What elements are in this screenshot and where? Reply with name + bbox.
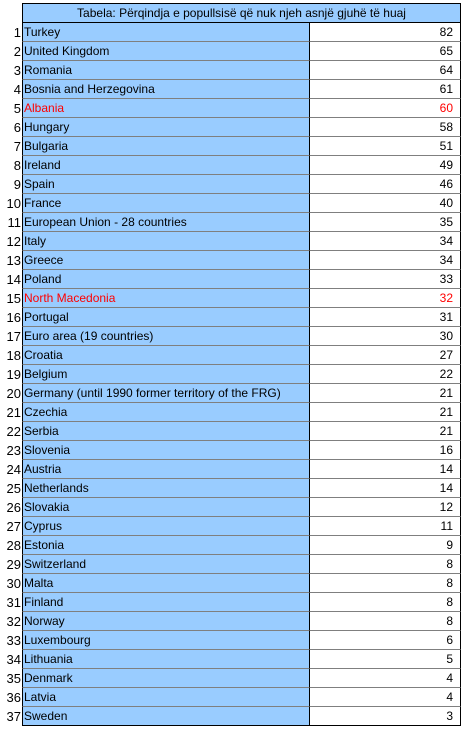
- row-number[interactable]: 18: [6, 348, 21, 363]
- value-cell[interactable]: 14: [310, 460, 461, 479]
- row-number[interactable]: 3: [13, 63, 21, 78]
- table-row: [0, 498, 465, 517]
- row-number[interactable]: 22: [6, 424, 21, 439]
- country-cell[interactable]: Bulgaria: [22, 137, 310, 156]
- table-row: [0, 194, 465, 213]
- table-row: [0, 612, 465, 631]
- table-row: [0, 460, 465, 479]
- table-row: [0, 42, 465, 61]
- country-cell[interactable]: European Union - 28 countries: [22, 213, 310, 232]
- table-row: [0, 593, 465, 612]
- table-row: [0, 232, 465, 251]
- row-number[interactable]: 17: [6, 329, 21, 344]
- table-row: [0, 137, 465, 156]
- row-number[interactable]: 12: [6, 234, 21, 249]
- row-number[interactable]: 30: [6, 576, 21, 591]
- value-cell[interactable]: 34: [310, 251, 461, 270]
- country-cell[interactable]: Portugal: [22, 308, 310, 327]
- value-cell[interactable]: 46: [310, 175, 461, 194]
- row-number[interactable]: 24: [6, 462, 21, 477]
- country-cell[interactable]: Belgium: [22, 365, 310, 384]
- table-row: [0, 175, 465, 194]
- value-cell[interactable]: 4: [310, 669, 461, 688]
- table-row: [0, 574, 465, 593]
- country-cell[interactable]: Luxembourg: [22, 631, 310, 650]
- country-cell[interactable]: Germany (until 1990 former territory of the FRG): [22, 384, 310, 403]
- table-row: [0, 384, 465, 403]
- value-cell[interactable]: 11: [310, 517, 461, 536]
- country-cell[interactable]: Serbia: [22, 422, 310, 441]
- table-row: [0, 327, 465, 346]
- country-cell[interactable]: Finland: [22, 593, 310, 612]
- row-number[interactable]: 16: [6, 310, 21, 325]
- row-number[interactable]: 37: [6, 709, 21, 724]
- value-cell[interactable]: 8: [310, 555, 461, 574]
- country-cell[interactable]: Euro area (19 countries): [22, 327, 310, 346]
- row-number[interactable]: 4: [13, 82, 21, 97]
- row-number[interactable]: 32: [6, 614, 21, 629]
- table-row: [0, 251, 465, 270]
- row-number[interactable]: 21: [6, 405, 21, 420]
- country-cell[interactable]: Bosnia and Herzegovina: [22, 80, 310, 99]
- value-cell[interactable]: 60: [310, 99, 461, 118]
- table-row: [0, 346, 465, 365]
- value-cell[interactable]: 16: [310, 441, 461, 460]
- table-row: [0, 23, 465, 42]
- value-cell[interactable]: 27: [310, 346, 461, 365]
- row-number[interactable]: 7: [13, 139, 21, 154]
- table-row: [0, 688, 465, 707]
- row-number[interactable]: 19: [6, 367, 21, 382]
- country-cell[interactable]: Croatia: [22, 346, 310, 365]
- row-number[interactable]: 27: [6, 519, 21, 534]
- table-row: [0, 365, 465, 384]
- country-cell[interactable]: Hungary: [22, 118, 310, 137]
- row-number[interactable]: 23: [6, 443, 21, 458]
- country-cell[interactable]: Malta: [22, 574, 310, 593]
- country-cell[interactable]: Austria: [22, 460, 310, 479]
- value-cell[interactable]: 58: [310, 118, 461, 137]
- value-cell[interactable]: 49: [310, 156, 461, 175]
- row-number[interactable]: 5: [13, 101, 21, 116]
- country-cell[interactable]: Lithuania: [22, 650, 310, 669]
- country-cell[interactable]: Turkey: [22, 23, 310, 42]
- row-number[interactable]: 10: [6, 196, 21, 211]
- value-cell[interactable]: 4: [310, 688, 461, 707]
- country-cell[interactable]: Norway: [22, 612, 310, 631]
- value-cell[interactable]: 32: [310, 289, 461, 308]
- country-cell[interactable]: Greece: [22, 251, 310, 270]
- row-number[interactable]: 26: [6, 500, 21, 515]
- row-number[interactable]: 34: [6, 652, 21, 667]
- row-number[interactable]: 11: [7, 215, 21, 230]
- value-cell[interactable]: 21: [310, 384, 461, 403]
- country-cell[interactable]: Spain: [22, 175, 310, 194]
- value-cell[interactable]: 14: [310, 479, 461, 498]
- table-row: [0, 707, 465, 726]
- value-cell[interactable]: 21: [310, 403, 461, 422]
- row-number[interactable]: 1: [13, 25, 21, 40]
- table-row: [0, 650, 465, 669]
- country-cell[interactable]: Romania: [22, 61, 310, 80]
- country-cell[interactable]: Latvia: [22, 688, 310, 707]
- country-cell[interactable]: Czechia: [22, 403, 310, 422]
- value-cell[interactable]: 31: [310, 308, 461, 327]
- row-number[interactable]: 15: [6, 291, 21, 306]
- country-cell[interactable]: Slovenia: [22, 441, 310, 460]
- row-number[interactable]: 6: [13, 120, 21, 135]
- value-cell[interactable]: 12: [310, 498, 461, 517]
- value-cell[interactable]: 61: [310, 80, 461, 99]
- row-number[interactable]: 36: [6, 690, 21, 705]
- table-body: [0, 23, 465, 726]
- table-row: [0, 422, 465, 441]
- country-cell[interactable]: Cyprus: [22, 517, 310, 536]
- row-number[interactable]: 9: [13, 177, 21, 192]
- value-cell[interactable]: 22: [310, 365, 461, 384]
- country-cell[interactable]: Netherlands: [22, 479, 310, 498]
- table-row: [0, 118, 465, 137]
- country-cell[interactable]: Ireland: [22, 156, 310, 175]
- value-cell[interactable]: 65: [310, 42, 461, 61]
- row-number[interactable]: 35: [6, 671, 21, 686]
- value-cell[interactable]: 8: [310, 593, 461, 612]
- country-cell[interactable]: Poland: [22, 270, 310, 289]
- value-cell[interactable]: 8: [310, 612, 461, 631]
- value-cell[interactable]: 64: [310, 61, 461, 80]
- value-cell[interactable]: 82: [310, 23, 461, 42]
- table-row: [0, 536, 465, 555]
- table-row: [0, 517, 465, 536]
- table-row: [0, 213, 465, 232]
- table-row: [0, 631, 465, 650]
- country-cell[interactable]: Sweden: [22, 707, 310, 726]
- table-title[interactable]: Tabela: Përqindja e popullsisë që nuk njeh asnjë gjuhë të huaj: [22, 3, 461, 23]
- table-row: [0, 479, 465, 498]
- table-row: [0, 61, 465, 80]
- table-row: [0, 289, 465, 308]
- row-number[interactable]: 20: [6, 386, 21, 401]
- row-number[interactable]: 13: [6, 253, 21, 268]
- row-number[interactable]: 2: [13, 44, 21, 59]
- row-number[interactable]: 29: [6, 557, 21, 572]
- table-row: [0, 308, 465, 327]
- table-row: [0, 80, 465, 99]
- table-row: [0, 270, 465, 289]
- row-number[interactable]: 8: [13, 158, 21, 173]
- table-row: [0, 669, 465, 688]
- row-number[interactable]: 28: [6, 538, 21, 553]
- row-number[interactable]: 33: [6, 633, 21, 648]
- value-cell[interactable]: 34: [310, 232, 461, 251]
- country-cell[interactable]: France: [22, 194, 310, 213]
- value-cell[interactable]: 9: [310, 536, 461, 555]
- value-cell[interactable]: 35: [310, 213, 461, 232]
- country-cell[interactable]: Italy: [22, 232, 310, 251]
- country-cell[interactable]: Switzerland: [22, 555, 310, 574]
- value-cell[interactable]: 21: [310, 422, 461, 441]
- country-cell[interactable]: United Kingdom: [22, 42, 310, 61]
- value-cell[interactable]: 51: [310, 137, 461, 156]
- table-row: [0, 156, 465, 175]
- table-row: [0, 441, 465, 460]
- row-number[interactable]: 31: [6, 595, 21, 610]
- value-cell[interactable]: 40: [310, 194, 461, 213]
- country-cell[interactable]: Estonia: [22, 536, 310, 555]
- value-cell[interactable]: 6: [310, 631, 461, 650]
- table-row: [0, 99, 465, 118]
- table-row: [0, 403, 465, 422]
- value-cell[interactable]: 3: [310, 707, 461, 726]
- value-cell[interactable]: 8: [310, 574, 461, 593]
- country-cell[interactable]: Slovakia: [22, 498, 310, 517]
- value-cell[interactable]: 30: [310, 327, 461, 346]
- row-number[interactable]: 25: [6, 481, 21, 496]
- table-row: [0, 555, 465, 574]
- value-cell[interactable]: 33: [310, 270, 461, 289]
- country-cell[interactable]: Denmark: [22, 669, 310, 688]
- value-cell[interactable]: 5: [310, 650, 461, 669]
- country-cell[interactable]: North Macedonia: [22, 289, 310, 308]
- country-cell[interactable]: Albania: [22, 99, 310, 118]
- row-number[interactable]: 14: [6, 272, 21, 287]
